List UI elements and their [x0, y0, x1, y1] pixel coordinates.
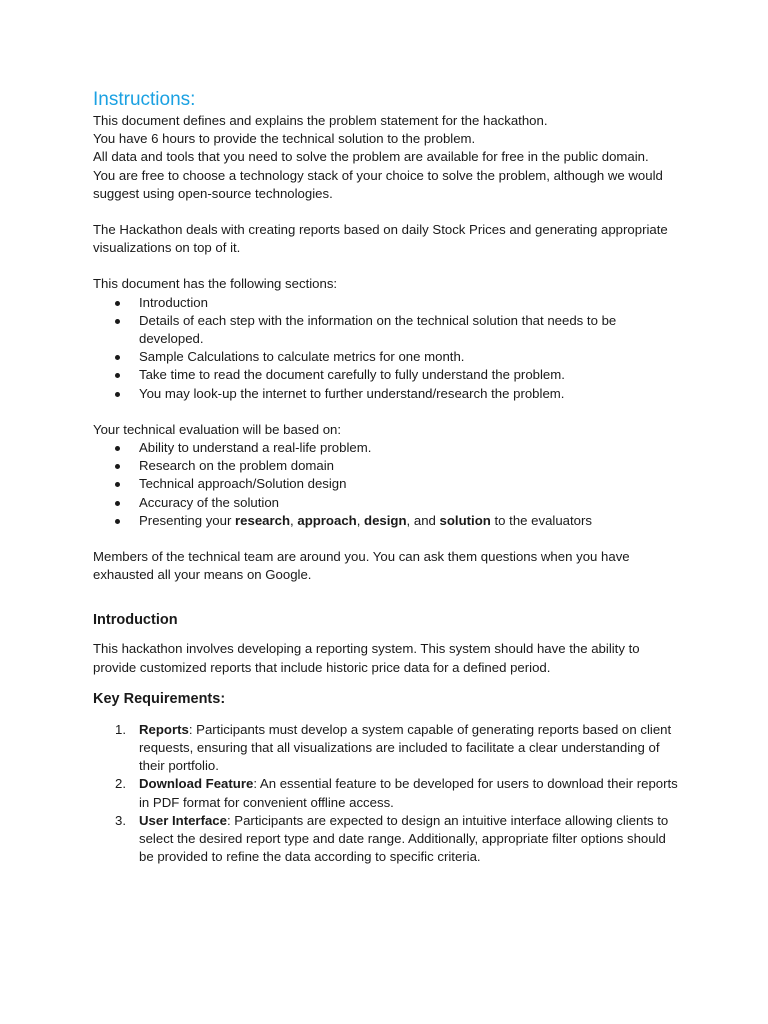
list-item-text: Accuracy of the solution: [139, 494, 280, 510]
introduction-heading: Introduction: [93, 612, 178, 629]
list-item-text: Research on the problem domain: [139, 458, 334, 474]
bullet-icon: [115, 482, 120, 487]
list-item-text: Sample Calculations to calculate metrics for one month.: [139, 349, 465, 365]
list-number: 2.: [115, 776, 126, 792]
bullet-icon: [115, 464, 120, 469]
bullet-icon: [115, 501, 120, 506]
list-number: 1.: [115, 721, 126, 737]
instructions-line: All data and tools that you need to solve the problem are available for free in the public domain.: [93, 149, 649, 165]
list-item: [93, 312, 683, 348]
key-requirements-heading: Key Requirements:: [93, 690, 226, 707]
list-item-text: Details of each step with the information on the technical solution that needs to be developed.: [139, 312, 617, 347]
bullet-icon: [115, 446, 120, 451]
bullet-icon: [115, 373, 120, 378]
list-item: [93, 348, 683, 366]
list-item: [93, 812, 683, 867]
list-item: [93, 475, 683, 493]
list-item: [93, 721, 683, 776]
bullet-icon: [115, 301, 120, 306]
evaluation-intro: Your technical evaluation will be based on:: [93, 421, 342, 437]
list-item-text: You may look-up the internet to further understand/research the problem.: [139, 385, 565, 401]
list-item: [93, 775, 683, 811]
bullet-icon: [115, 519, 120, 524]
bullet-icon: [115, 319, 120, 324]
requirements-list: [93, 721, 683, 867]
instructions-line: You are free to choose a technology stack of your choice to solve the problem, although we would suggest using open-source technologies.: [93, 167, 663, 201]
list-item: [93, 294, 683, 312]
list-item: [93, 457, 683, 475]
list-item-text: Take time to read the document carefully to fully understand the problem.: [139, 367, 565, 383]
list-item: [93, 366, 683, 384]
bullet-icon: [115, 355, 120, 360]
list-item: [93, 385, 683, 403]
introduction-text: This hackathon involves developing a reporting system. This system should have the ability to provide customized reports that include historic price data for a defined period.: [93, 641, 640, 675]
sections-intro: This document has the following sections:: [93, 276, 338, 292]
instructions-title: Instructions:: [93, 89, 196, 110]
sections-list: [93, 294, 683, 403]
requirement-label: User Interface: [139, 812, 227, 828]
requirement-text: : An essential feature to be developed for users to download their reports in PDF format for convenient offline access.: [139, 776, 678, 810]
requirement-text: : Participants are expected to design an intuitive interface allowing clients to select the desired report type and date range. Additionally, appropriate filter options should be provided to refine the data according to specific criteria.: [139, 812, 669, 865]
document-content: [93, 88, 683, 867]
hackathon-description: The Hackathon deals with creating reports based on daily Stock Prices and generating appropriate visualizations on top of it.: [93, 222, 668, 256]
bullet-icon: [115, 392, 120, 397]
list-item: [93, 494, 683, 512]
requirement-label: Download Feature: [139, 776, 254, 792]
list-item: [93, 512, 683, 530]
list-item-text: Presenting your research, approach, design, and solution to the evaluators: [139, 512, 592, 528]
list-item-text: Technical approach/Solution design: [139, 476, 347, 492]
list-item: [93, 439, 683, 457]
evaluation-list: [93, 439, 683, 530]
list-item-text: Ability to understand a real-life problem.: [139, 440, 372, 456]
requirement-label: Reports: [139, 721, 189, 737]
members-text: Members of the technical team are around you. You can ask them questions when you have exhausted all your means on Google.: [93, 549, 630, 583]
requirement-text: : Participants must develop a system capable of generating reports based on client requests, ensuring that all visualizations are included to facilitate a clear understanding of their portfolio.: [139, 721, 672, 774]
list-number: 3.: [115, 812, 126, 828]
list-item-text: Introduction: [139, 294, 208, 310]
instructions-line: You have 6 hours to provide the technical solution to the problem.: [93, 131, 476, 147]
instructions-line: This document defines and explains the problem statement for the hackathon.: [93, 113, 548, 128]
